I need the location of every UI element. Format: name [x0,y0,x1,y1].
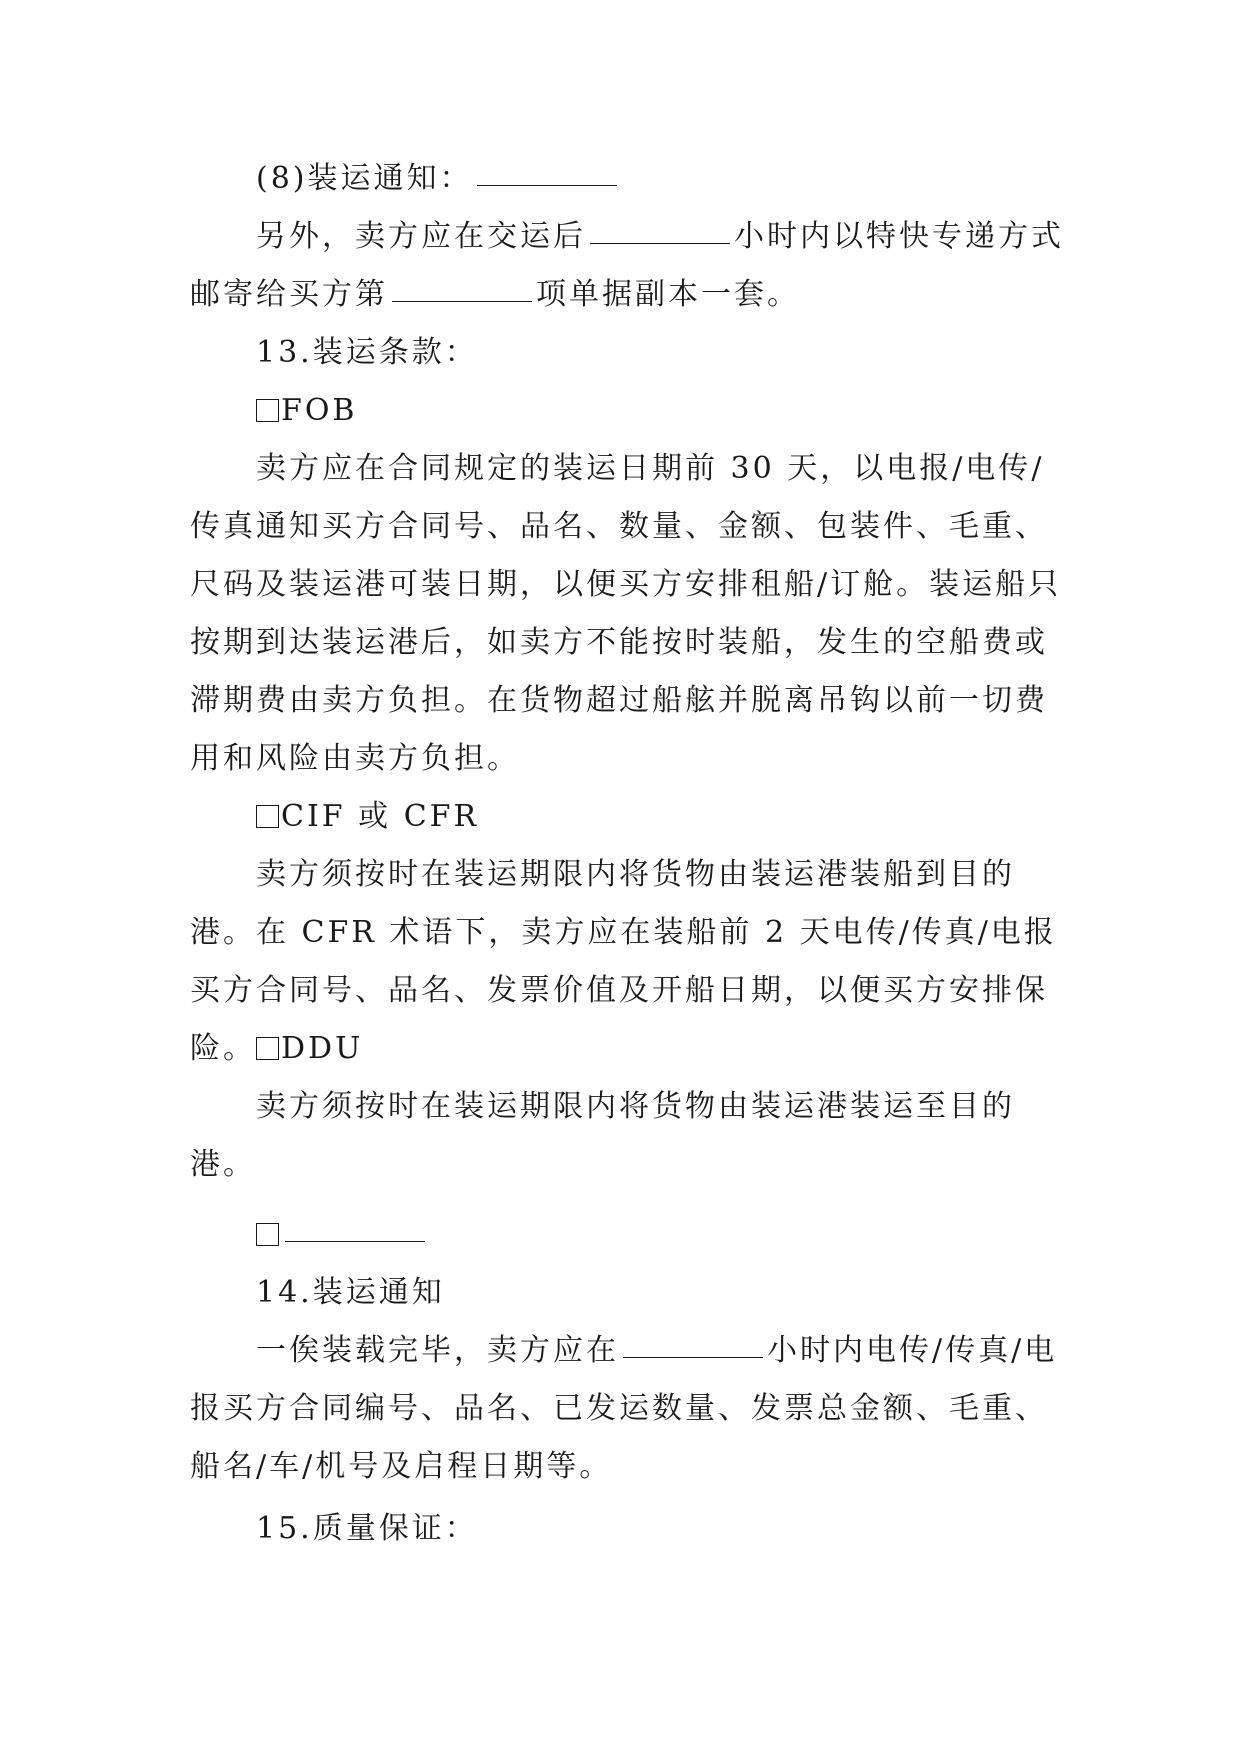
checkbox-fob[interactable] [256,399,279,422]
checkbox-other[interactable] [256,1223,279,1246]
checkbox-ddu[interactable] [256,1037,279,1060]
ddu-option[interactable]: DDU [190,1020,1066,1078]
section-14-heading: 14.装运通知 [256,1275,445,1310]
fob-paragraph: 卖方应在合同规定的装运日期前 30 天，以电报/电传/传真通知买方合同号、品名、数量、金额、包装件、毛重、尺码及装运港可装日期，以便买方安排租船/订舱。装运船只按期到达装运港后，如卖方不能按时装船，发生的空船费或滞期费由卖方负担。在货物超过船舷并脱离吊钩以前一切费用和风险由卖方负担。 [190,451,1062,776]
notice-hours-blank[interactable] [623,1356,763,1358]
hours-blank[interactable] [590,242,730,244]
shipping-notice-label: (8)装运通知： [256,161,473,196]
cif-cfr-paragraph: 卖方须按时在装运期限内将货物由装运港装船到目的港。在 CFR 术语下，卖方应在装船前 2 天电传/传真/电报买方合同号、品名、发票价值及开船日期，以便买方安排保险。 [190,857,1057,1066]
express-mail-paragraph: 另外，卖方应在交运后 小时内以特快专递方式邮寄给买方第 项单据副本一套。 [190,219,1064,312]
document-item-blank[interactable] [392,300,532,302]
other-option-blank[interactable] [285,1240,425,1242]
ddu-paragraph: 卖方须按时在装运期限内将货物由装运港装运至目的港。 [190,1089,1015,1182]
section-15-heading: 15.质量保证： [256,1511,478,1546]
other-option[interactable] [190,1206,1066,1264]
cif-cfr-option[interactable]: CIF 或 CFR [190,788,1066,846]
shipping-notice-blank[interactable] [477,184,617,186]
shipping-notice-item [190,150,1066,208]
section-13-heading: 13.装运条款： [256,335,478,370]
loading-notice-paragraph: 一俟装载完毕，卖方应在 小时内电传/传真/电报买方合同编号、品名、已发运数量、发票总金额、毛重、船名/车/机号及启程日期等。 [190,1333,1058,1484]
checkbox-cif-cfr[interactable] [256,805,279,828]
fob-option[interactable]: FOB [190,382,1066,440]
